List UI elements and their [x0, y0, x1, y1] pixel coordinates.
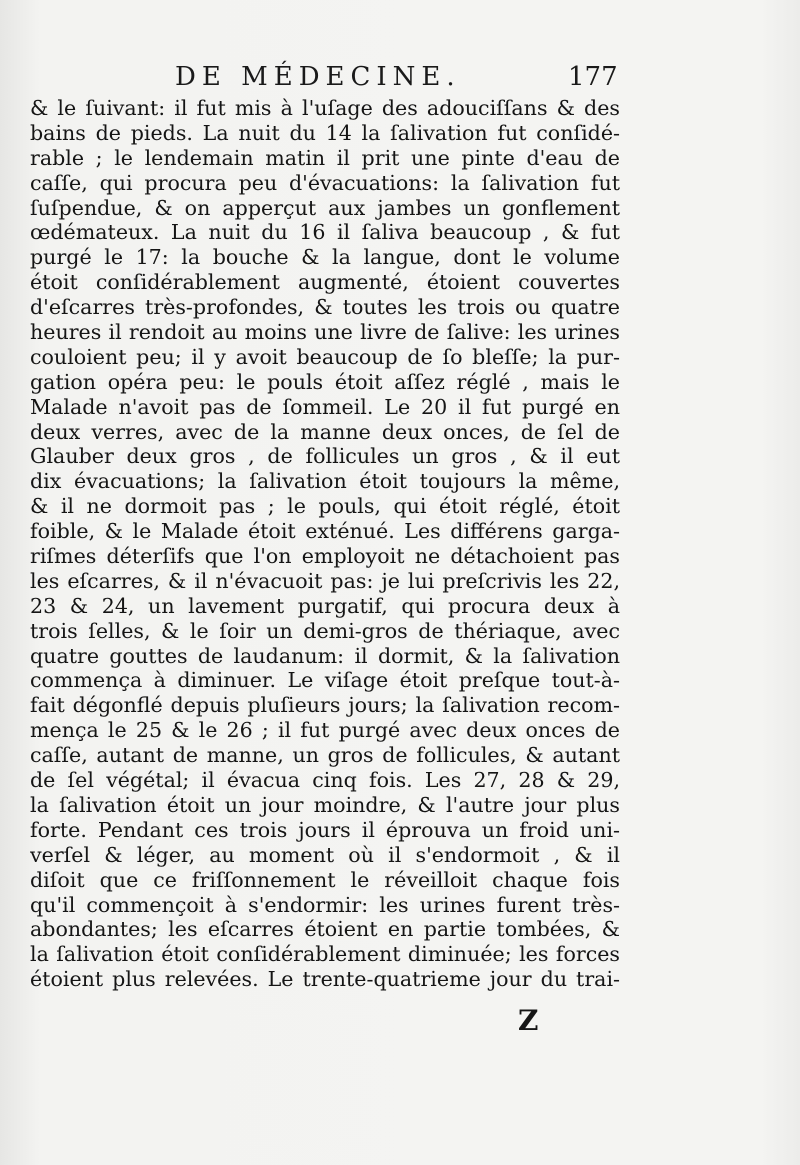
text-line: quatre gouttes de laudanum: il dormit, & la ſalivation	[30, 643, 620, 668]
text-line: caſſe, autant de manne, un gros de follicules, & autant	[30, 743, 620, 768]
text-line: couloient peu; il y avoit beaucoup de ſo bleſſe; la pur-	[30, 344, 620, 369]
text-line: commença à diminuer. Le viſage étoit preſque tout-à-	[30, 668, 620, 693]
text-line: bains de pieds. La nuit du 14 la ſalivation fut conſidé-	[30, 120, 620, 145]
text-line: mença le 25 & le 26 ; il fut purgé avec deux onces de	[30, 718, 620, 743]
text-line: heures il rendoit au moins une livre de ſalive: les urines	[30, 320, 620, 345]
text-line: les eſcarres, & il n'évacuoit pas: je lui preſcrivis les 22,	[30, 568, 620, 593]
text-line: ſuſpendue, & on apperçut aux jambes un gonflement	[30, 195, 620, 220]
text-line: Glauber deux gros , de follicules un gros , & il eut	[30, 444, 620, 469]
text-line: de ſel végétal; il évacua cinq fois. Les 27, 28 & 29,	[30, 768, 620, 793]
text-line: verſel & léger, au moment où il s'endormoit , & il	[30, 842, 620, 867]
text-line: fait dégonflé depuis pluſieurs jours; la ſalivation recom-	[30, 693, 620, 718]
text-line: forte. Pendant ces trois jours il éprouva un froid uni-	[30, 817, 620, 842]
text-line: foible, & le Malade étoit exténué. Les différens garga-	[30, 519, 620, 544]
text-line: qu'il commençoit à s'endormir: les urines furent très-	[30, 892, 620, 917]
text-line: abondantes; les eſcarres étoient en partie tombées, &	[30, 917, 620, 942]
text-line: étoit conſidérablement augmenté, étoient couvertes	[30, 270, 620, 295]
text-line: 23 & 24, un lavement purgatif, qui procura deux à	[30, 593, 620, 618]
running-head: DE MÉDECINE.	[175, 62, 461, 92]
text-line: diſoit que ce friſſonnement le réveilloit chaque fois	[30, 867, 620, 892]
text-line: étoient plus relevées. Le trente-quatrieme jour du trai-	[30, 967, 620, 992]
signature-mark: Z	[518, 1004, 539, 1037]
text-line: Malade n'avoit pas de ſommeil. Le 20 il fut purgé en	[30, 394, 620, 419]
text-line: dix évacuations; la ſalivation étoit toujours la même,	[30, 469, 620, 494]
text-line: deux verres, avec de la manne deux onces, de ſel de	[30, 419, 620, 444]
text-line: riſmes déterſifs que l'on employoit ne détachoient pas	[30, 544, 620, 569]
text-line: œdémateux. La nuit du 16 il ſaliva beaucoup , & fut	[30, 220, 620, 245]
text-line: & il ne dormoit pas ; le pouls, qui étoit réglé, étoit	[30, 494, 620, 519]
text-line: la ſalivation étoit un jour moindre, & l'autre jour plus	[30, 792, 620, 817]
text-line: trois ſelles, & le ſoir un demi-gros de thériaque, avec	[30, 618, 620, 643]
text-line: la ſalivation étoit conſidérablement diminuée; les forces	[30, 942, 620, 967]
text-line: d'eſcarres très-profondes, & toutes les trois ou quatre	[30, 295, 620, 320]
body-text	[30, 96, 630, 992]
text-line: purgé le 17: la bouche & la langue, dont le volume	[30, 245, 620, 270]
text-line: rable ; le lendemain matin il prit une pinte d'eau de	[30, 145, 620, 170]
text-line: gation opéra peu: le pouls étoit aſſez réglé , mais le	[30, 369, 620, 394]
text-line: caſſe, qui procura peu d'évacuations: la ſalivation fut	[30, 170, 620, 195]
text-line: & le ſuivant: il fut mis à l'uſage des adouciſſans & des	[30, 96, 620, 120]
page-number: 177	[568, 62, 618, 92]
